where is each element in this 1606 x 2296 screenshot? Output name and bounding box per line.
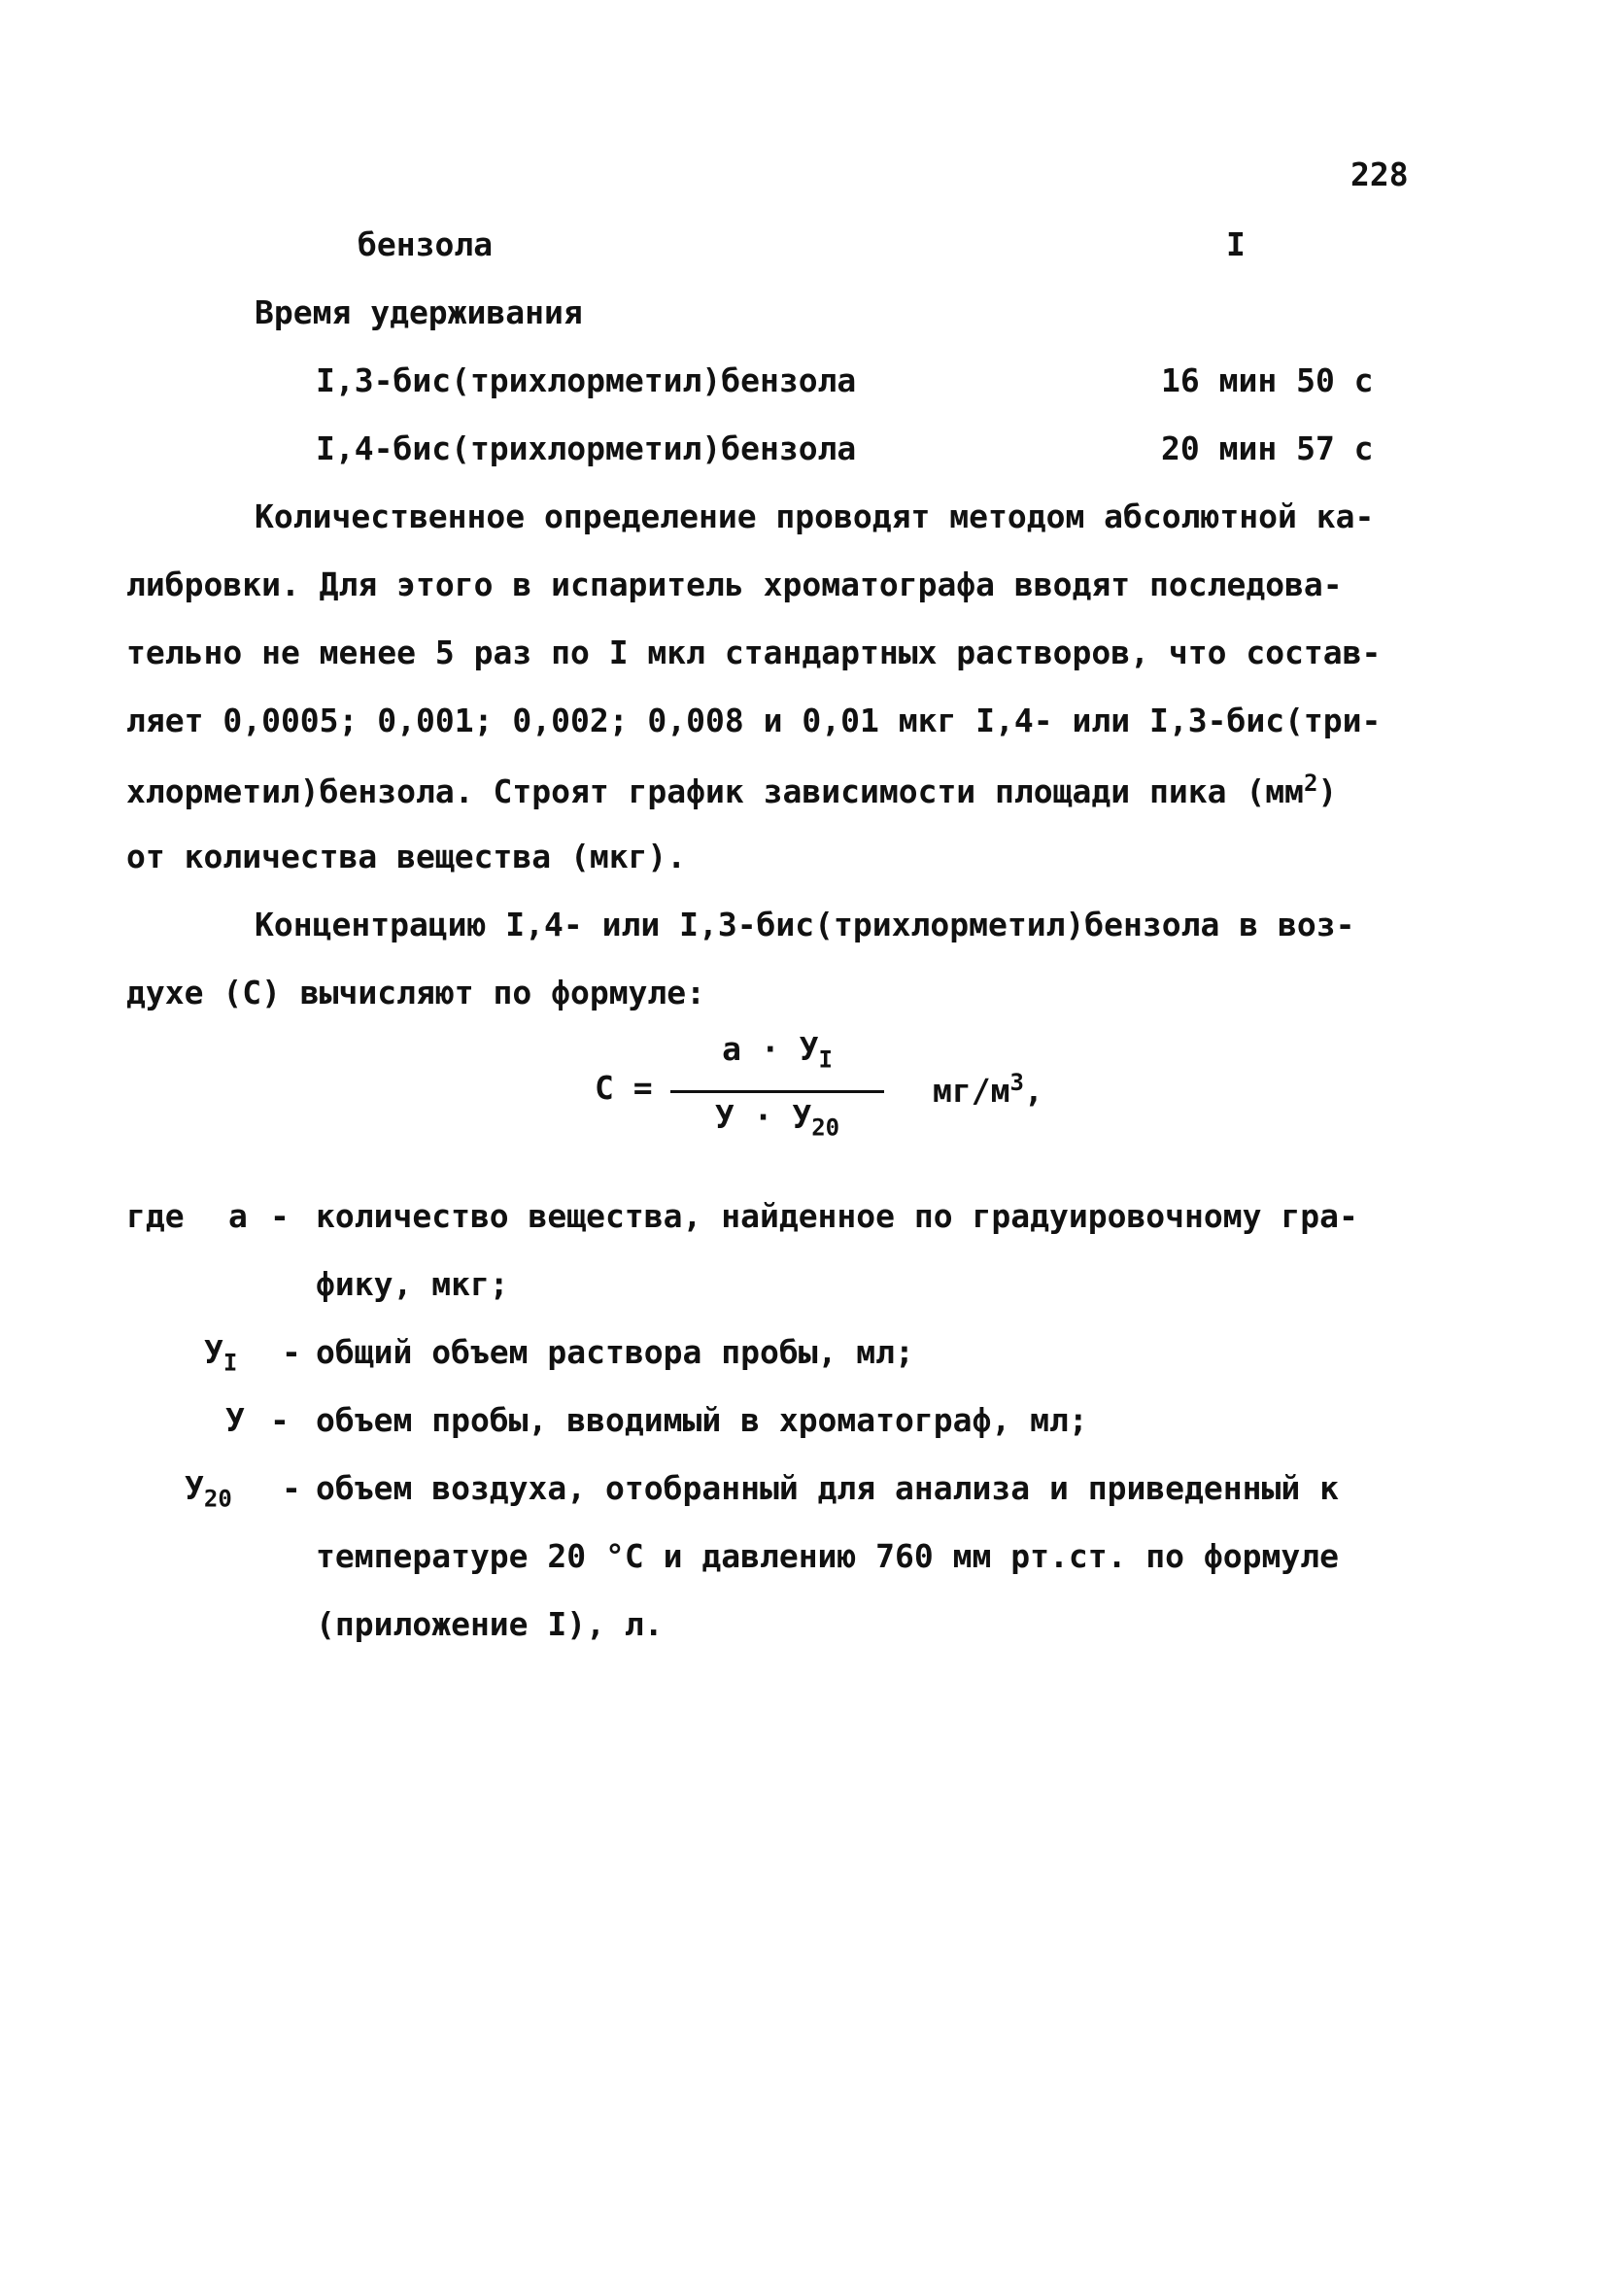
page-number: 228 (1350, 155, 1409, 193)
paragraph1-line-5 (126, 770, 1337, 810)
concentration-formula (595, 1030, 1100, 1166)
def-text-a: количество вещества, найденное по градуировочному гра- (316, 1197, 1358, 1235)
def-text-v: объем пробы, вводимый в хроматограф, мл; (316, 1401, 1088, 1439)
paragraph2-line-1: Концентрацию I,4- или I,3-бис(трихлорметил)бензола в воз- (255, 906, 1355, 943)
paragraph2-line-2: духе (С) вычисляют по формуле: (126, 974, 706, 1011)
fraction-bar (670, 1090, 884, 1093)
formula-denominator-sub: 20 (811, 1114, 840, 1142)
formula-units (933, 1069, 1043, 1110)
paragraph1-line-3: тельно не менее 5 раз по I мкл стандартных растворов, что состав- (126, 634, 1382, 671)
def-text-a-cont: фику, мкг; (316, 1265, 509, 1303)
def-dash-v: - (270, 1401, 290, 1439)
def-text-v20-cont2: (приложение I), л. (316, 1605, 664, 1643)
row1-name: I,3-бис(трихлорметил)бензола (316, 361, 857, 399)
mm-squared-sup: 2 (1303, 770, 1318, 797)
formula-denominator (670, 1098, 884, 1142)
paragraph1-line-5-close: ) (1317, 772, 1338, 810)
def-dash-a: - (270, 1197, 290, 1235)
def-dash-v20: - (282, 1469, 301, 1507)
where-label: где (126, 1197, 185, 1235)
def-symbol-a: а (228, 1197, 248, 1235)
row2-name: I,4-бис(трихлорметил)бензола (316, 429, 857, 467)
paragraph1-line-2: либровки. Для этого в испаритель хроматографа вводят последова- (126, 565, 1343, 603)
formula-numerator-sub: I (818, 1045, 833, 1074)
retention-heading: Время удерживания (255, 293, 583, 331)
def-symbol-v1-text: У (204, 1333, 223, 1371)
def-symbol-v: У (225, 1401, 245, 1439)
paragraph1-line-1: Количественное определение проводят методом абсолютной ка- (255, 497, 1375, 535)
row1-value: 16 мин 50 с (1161, 361, 1374, 399)
def-dash-v1: - (282, 1333, 301, 1371)
row2-value: 20 мин 57 с (1161, 429, 1374, 467)
paragraph1-line-6: от количества вещества (мкг). (126, 838, 687, 875)
formula-units-sup: 3 (1009, 1069, 1024, 1096)
formula-trail: , (1023, 1072, 1043, 1110)
def-symbol-v20-sub: 20 (203, 1485, 232, 1513)
formula-units-text: мг/м (933, 1072, 1010, 1110)
def-symbol-v20 (185, 1469, 232, 1513)
benzene-value: I (1226, 225, 1246, 263)
formula-numerator-text: а · У (722, 1030, 819, 1068)
paragraph1-line-5-text: хлорметил)бензола. Строят график зависимости площади пика (мм (126, 772, 1304, 810)
formula-numerator (670, 1030, 884, 1074)
def-symbol-v20-text: У (185, 1469, 204, 1507)
def-symbol-v1-sub: I (222, 1349, 238, 1377)
def-symbol-v1 (204, 1333, 237, 1377)
def-text-v20-cont: температуре 20 °С и давлению 760 мм рт.ст. по формуле (316, 1537, 1339, 1575)
def-text-v1: общий объем раствора пробы, мл; (316, 1333, 914, 1371)
paragraph1-line-4: ляет 0,0005; 0,001; 0,002; 0,008 и 0,01 мкг I,4- или I,3-бис(три- (126, 702, 1382, 739)
formula-lhs: C = (595, 1069, 653, 1107)
formula-denominator-text: У · У (714, 1098, 812, 1136)
benzene-word: бензола (358, 225, 494, 263)
def-text-v20: объем воздуха, отобранный для анализа и приведенный к (316, 1469, 1339, 1507)
